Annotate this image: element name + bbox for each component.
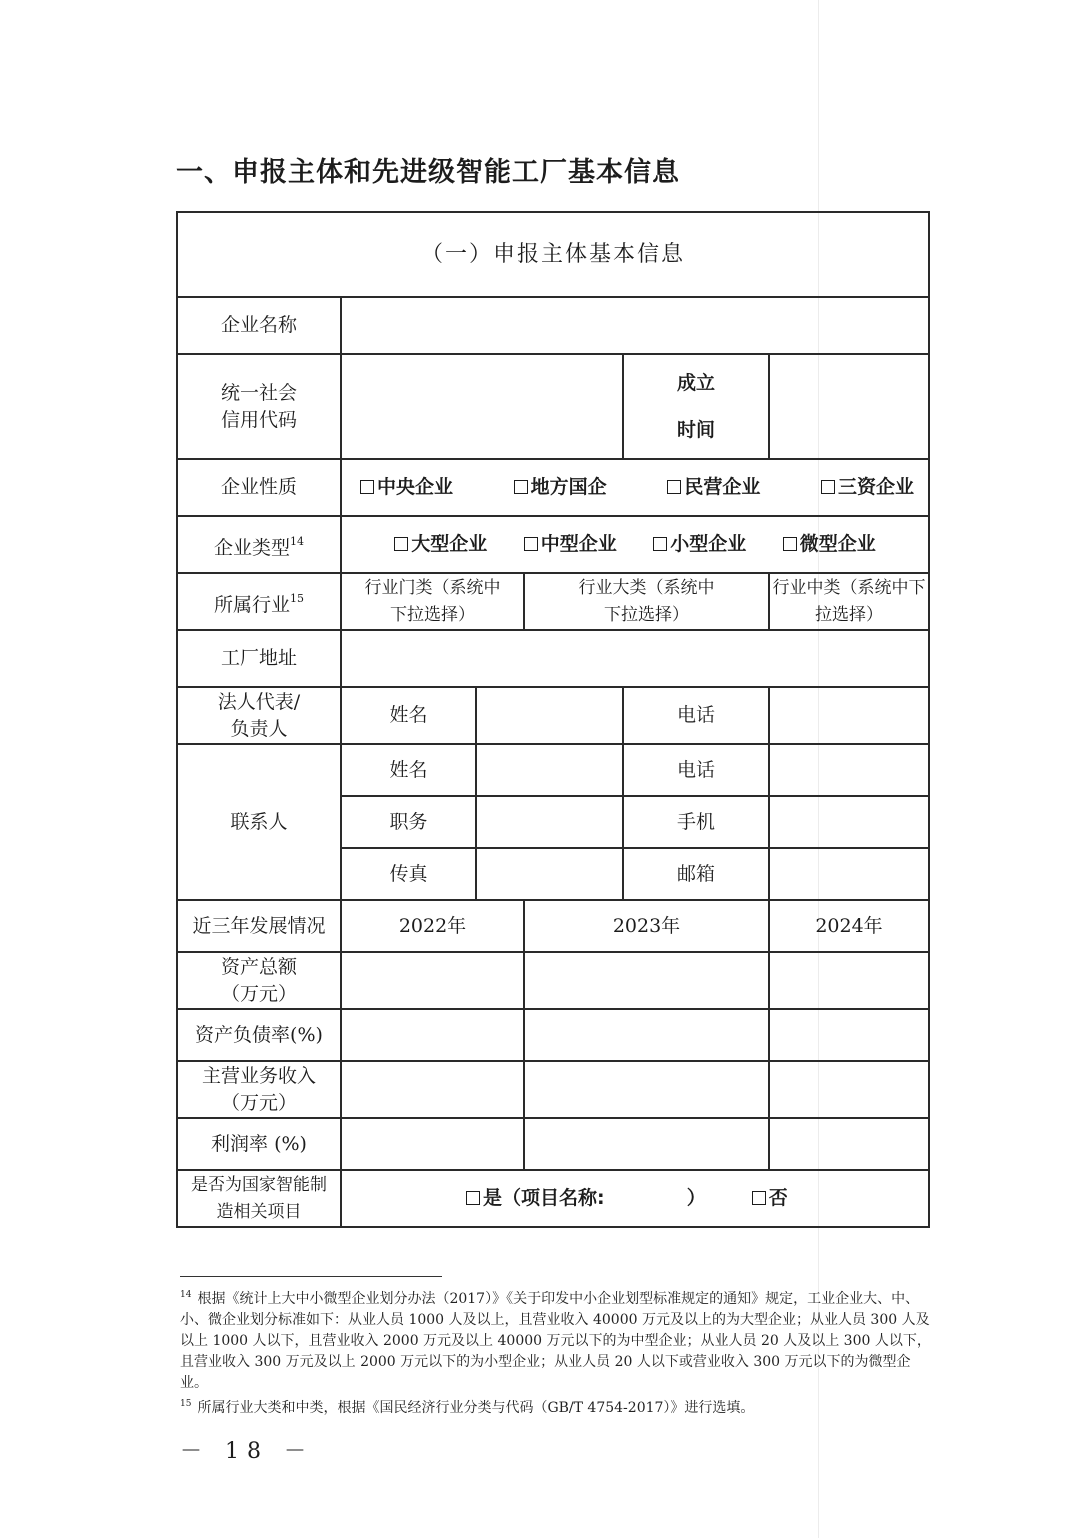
total-assets-2023-field[interactable] (524, 952, 769, 1009)
year-2023-header: 2023年 (524, 900, 769, 952)
nature-options (341, 459, 929, 516)
contact-position-label: 职务 (341, 796, 476, 848)
contact-name-field[interactable] (476, 744, 623, 796)
national-project-label (177, 1170, 341, 1227)
total-assets-label-line2: （万元） (220, 982, 297, 1005)
total-assets-label (177, 952, 341, 1009)
checkbox-icon[interactable] (524, 537, 538, 551)
industry-medium-line1: 行业中类（系统中下 (772, 577, 926, 598)
debt-ratio-2024-field[interactable] (769, 1009, 929, 1061)
contact-mobile-label: 手机 (623, 796, 769, 848)
nature-option-label: 中央企业 (377, 476, 454, 498)
contact-phone-field[interactable] (769, 744, 929, 796)
legal-phone-field[interactable] (769, 687, 929, 744)
industry-label-text: 所属行业 (213, 593, 290, 616)
contact-position-field[interactable] (476, 796, 623, 848)
contact-phone-label: 电话 (623, 744, 769, 796)
legal-rep-label-line1: 法人代表/ (217, 690, 301, 713)
section-title: （一）申报主体基本信息 (177, 212, 929, 297)
basic-info-form (176, 211, 930, 1228)
profit-rate-2023-field[interactable] (524, 1118, 769, 1170)
nature-option-private[interactable] (667, 474, 760, 501)
national-option-yes-label: 是（项目名称: (483, 1187, 605, 1209)
nature-option-label: 地方国企 (530, 476, 607, 498)
contact-email-label: 邮箱 (623, 848, 769, 900)
company-name-field[interactable] (341, 297, 929, 354)
contact-fax-label: 传真 (341, 848, 476, 900)
legal-phone-label: 电话 (623, 687, 769, 744)
revenue-label (177, 1061, 341, 1118)
checkbox-icon[interactable] (653, 537, 667, 551)
total-assets-2022-field[interactable] (341, 952, 524, 1009)
revenue-label-line2: （万元） (220, 1091, 297, 1114)
type-option-label: 微型企业 (799, 533, 876, 555)
debt-ratio-2022-field[interactable] (341, 1009, 524, 1061)
nature-label: 企业性质 (177, 459, 341, 516)
footnote-15 (180, 1394, 932, 1419)
nature-option-label: 民营企业 (684, 476, 761, 498)
legal-rep-label (177, 687, 341, 744)
checkbox-icon[interactable] (783, 537, 797, 551)
nature-option-foreign[interactable] (821, 474, 914, 501)
checkbox-icon[interactable] (394, 537, 408, 551)
address-label: 工厂地址 (177, 630, 341, 687)
type-option-label: 大型企业 (411, 533, 488, 555)
established-label-line1: 成立 (676, 371, 715, 394)
established-label (623, 354, 769, 459)
nature-option-central[interactable] (360, 474, 453, 501)
type-option-small[interactable] (653, 531, 746, 558)
national-option-no[interactable] (752, 1187, 788, 1209)
revenue-label-line1: 主营业务收入 (201, 1064, 316, 1087)
legal-rep-label-line2: 负责人 (230, 717, 288, 740)
page-number: － 18 － (180, 1439, 314, 1464)
type-label (177, 516, 341, 573)
profit-rate-label: 利润率 (%) (177, 1118, 341, 1170)
industry-label (177, 573, 341, 630)
type-option-label: 中型企业 (540, 533, 617, 555)
industry-category-line2: 下拉选择） (390, 604, 475, 625)
established-field[interactable] (769, 354, 929, 459)
legal-name-field[interactable] (476, 687, 623, 744)
revenue-2023-field[interactable] (524, 1061, 769, 1118)
profit-rate-2024-field[interactable] (769, 1118, 929, 1170)
legal-name-label: 姓名 (341, 687, 476, 744)
credit-code-label-line1: 统一社会 (220, 381, 297, 404)
checkbox-icon[interactable] (667, 480, 681, 494)
contact-name-label: 姓名 (341, 744, 476, 796)
national-project-options (341, 1170, 929, 1227)
nature-option-label: 三资企业 (838, 476, 915, 498)
year-2022-header: 2022年 (341, 900, 524, 952)
total-assets-2024-field[interactable] (769, 952, 929, 1009)
page-heading: 一、申报主体和先进级智能工厂基本信息 (176, 157, 680, 188)
industry-category-select[interactable] (341, 573, 524, 630)
national-option-no-label: 否 (768, 1187, 788, 1209)
credit-code-label (177, 354, 341, 459)
contact-label: 联系人 (177, 744, 341, 900)
industry-major-line2: 下拉选择） (604, 604, 689, 625)
national-option-yes[interactable] (466, 1187, 605, 1209)
national-option-yes-close: ） (686, 1187, 706, 1209)
checkbox-icon[interactable] (466, 1191, 480, 1205)
credit-code-field[interactable] (341, 354, 623, 459)
national-project-label-line2: 造相关项目 (216, 1201, 302, 1222)
checkbox-icon[interactable] (821, 480, 835, 494)
type-option-medium[interactable] (524, 531, 617, 558)
national-project-label-line1: 是否为国家智能制 (191, 1174, 327, 1195)
type-option-large[interactable] (394, 531, 487, 558)
revenue-2024-field[interactable] (769, 1061, 929, 1118)
checkbox-icon[interactable] (752, 1191, 766, 1205)
industry-category-line1: 行业门类（系统中 (364, 577, 501, 598)
contact-email-field[interactable] (769, 848, 929, 900)
debt-ratio-2023-field[interactable] (524, 1009, 769, 1061)
total-assets-label-line1: 资产总额 (220, 955, 297, 978)
type-options (341, 516, 929, 573)
footnotes (180, 1285, 932, 1419)
footnote-15-text: 所属行业大类和中类，根据《国民经济行业分类与代码（GB/T 4754-2017）》进行选填。 (197, 1400, 755, 1416)
footnote-15-mark: 15 (180, 1399, 192, 1409)
industry-medium-select[interactable] (769, 573, 929, 630)
checkbox-icon[interactable] (360, 480, 374, 494)
revenue-2022-field[interactable] (341, 1061, 524, 1118)
company-name-label: 企业名称 (177, 297, 341, 354)
debt-ratio-label: 资产负债率(%) (177, 1009, 341, 1061)
nature-option-local-soe[interactable] (514, 474, 607, 501)
industry-major-select[interactable] (524, 573, 769, 630)
footnote-14-text: 根据《统计上大中小微型企业划分办法（2017）》《关于印发中小企业划型标准规定的通知》规定，工业企业大、中、小、微企业划分标准如下：从业人员 1000 人及以上，且营业收入 40000 万元及以上的为大型企业；从业人员 300 人及以上 1000 人以下，且营业收入 2000 万元及以上 40000 万元以下的为中型企业；从业人员 20 人及以上 300 人以下，且营业收入 300 万元及以上 2000 万元以下的为小型企业；从业人员 20 人以下或营业收入 300 万元以下的为微型企业。 (180, 1291, 931, 1391)
footnote-divider (180, 1276, 442, 1277)
type-label-text: 企业类型 (213, 536, 290, 559)
footnote-14-mark: 14 (180, 1290, 192, 1300)
footnote-14 (180, 1285, 932, 1394)
profit-rate-2022-field[interactable] (341, 1118, 524, 1170)
footnote-ref-15: 15 (290, 591, 304, 605)
industry-major-line1: 行业大类（系统中 (578, 577, 715, 598)
development-label: 近三年发展情况 (177, 900, 341, 952)
credit-code-label-line2: 信用代码 (220, 408, 297, 431)
checkbox-icon[interactable] (514, 480, 528, 494)
established-label-line2: 时间 (676, 418, 715, 441)
type-option-label: 小型企业 (670, 533, 747, 555)
year-2024-header: 2024年 (769, 900, 929, 952)
industry-medium-line2: 拉选择） (815, 604, 884, 625)
contact-mobile-field[interactable] (769, 796, 929, 848)
type-option-micro[interactable] (783, 531, 876, 558)
address-field[interactable] (341, 630, 929, 687)
footnote-ref-14: 14 (290, 534, 304, 548)
contact-fax-field[interactable] (476, 848, 623, 900)
